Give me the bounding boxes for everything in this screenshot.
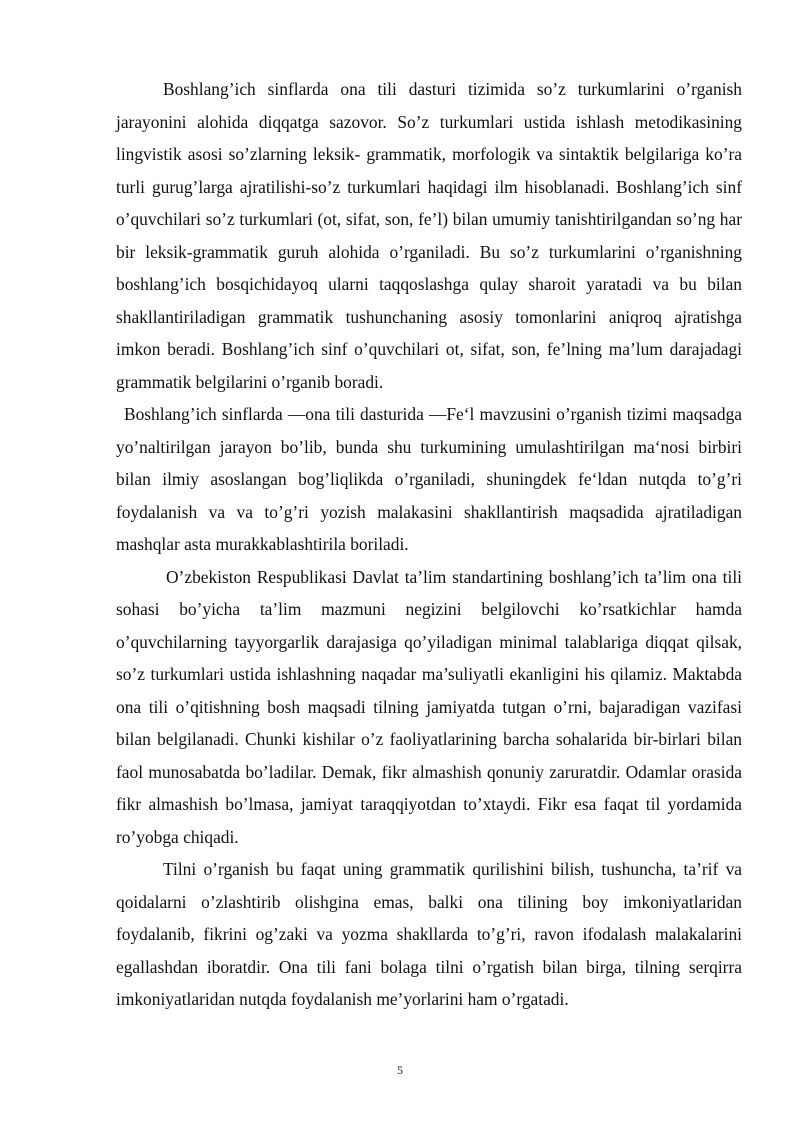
paragraph-3: O’zbekiston Respublikasi Davlat ta’lim standartining boshlang’ich ta’lim ona tili sohasi bo’yicha ta’lim mazmuni negizini belgilovchi ko’rsatkichlar hamda o’quvchilarning tayyorgarlik darajasiga qo’yiladigan minimal talablariga diqqat qilsak, so’z turkumlari ustida ishlashning naqadar ma’suliyatli ekanligini his qilamiz. Maktabda ona tili o’qitishning bosh maqsadi tilning jamiyatda tutgan o’rni, bajaradigan vazifasi bilan belgilanadi. Chunki kishilar o’z faoliyatlarining barcha sohalarida bir-birlari bilan faol munosabatda bo’ladilar. Demak, fikr almashish qonuniy zaruratdir. Odamlar orasida fikr almashish bo’lmasa, jamiyat taraqqiyotdan to’xtaydi. Fikr esa faqat til yordamida ro’yobga chiqadi.	[116, 566, 742, 847]
paragraph-2: Boshlang’ich sinflarda —ona tili dasturida —Fe‘l mavzusini o’rganish tizimi maqsadga yo’naltirilgan jarayon bo’lib, bunda shu turkumining umulashtirilgan ma‘nosi birbiri bilan ilmiy asoslangan bog’liqlikda o’rganiladi, shuningdek fe‘ldan nutqda to’g’ri foydalanish va va to’g’ri yozish malakasini shakllantirish maqsadida ajratiladigan mashqlar asta murakkablashtirila boriladi.	[116, 404, 742, 554]
page-number: 5	[397, 1063, 403, 1077]
paragraph-1: Boshlang’ich sinflarda ona tili dasturi tizimida so’z turkumlarini o’rganish jarayonini alohida diqqatga sazovor. So’z turkumlari ustida ishlash metodikasining lingvistik asosi so’zlarning leksik- grammatik, morfologik va sintaktik belgilariga ko’ra turli gurug’larga ajratilishi-so’z turkumlari haqidagi ilm hisoblanadi. Boshlang’ich sinf o’quvchilari so’z turkumlari (ot, sifat, son, fe’l) bilan umumiy tanishtirilgandan so’ng har bir leksik-grammatik guruh alohida o’rganiladi. Bu so’z turkumlarini o’rganishning boshlang’ich bosqichidayoq ularni taqqoslashga qulay sharoit yaratadi va bu bilan shakllantiriladigan grammatik tushunchaning asosiy tomonlarini aniqroq ajratishga imkon beradi. Boshlang’ich sinf o’quvchilari ot, sifat, son, fe’lning ma’lum darajadagi grammatik belgilarini o’rganib boradi.	[116, 79, 742, 392]
paragraph-4: Tilni o’rganish bu faqat uning grammatik qurilishini bilish, tushuncha, ta’rif va qoidalarni o’zlashtirib olishgina emas, balki ona tilining boy imkoniyatlaridan foydalanib, fikrini og’zaki va yozma shakllarda to’g’ri, ravon ifodalash malakalarini egallashdan iboratdir. Ona tili fani bolaga tilni o’rgatish bilan birga, tilning serqirra imkoniyatlaridan nutqda foydalanish me’yorlarini ham o’rgatadi.	[116, 859, 742, 1009]
body-text	[116, 73, 742, 1016]
